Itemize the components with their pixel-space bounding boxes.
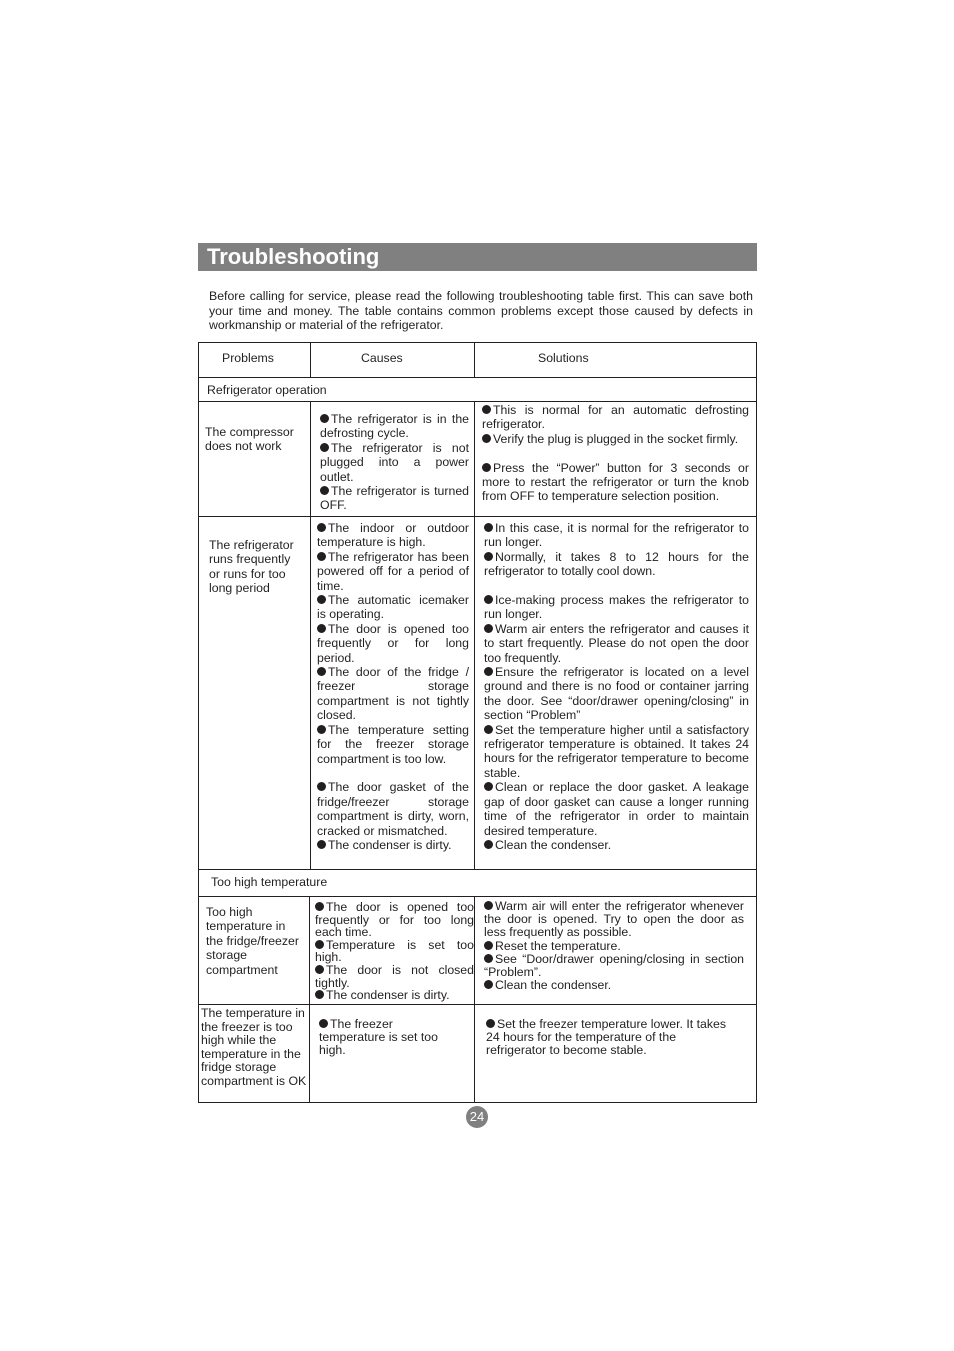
list-item: In this case, it is normal for the refrigerator to run longer. <box>484 521 749 550</box>
bullet-icon <box>317 523 326 532</box>
bullet-icon <box>484 840 493 849</box>
page-title: Troubleshooting <box>207 244 380 269</box>
bullet-icon <box>315 940 324 949</box>
list-item: The automatic icemaker is operating. <box>317 593 469 622</box>
table-border-left <box>198 342 199 1103</box>
row3-solutions <box>484 900 744 992</box>
row4-causes <box>319 1018 459 1057</box>
list-item: Clean the condenser. <box>484 979 744 992</box>
bullet-icon <box>317 782 326 791</box>
row1-causes <box>320 412 469 513</box>
bullet-icon <box>482 405 491 414</box>
list-item: Normally, it takes 8 to 12 hours for the refrigerator to totally cool down. <box>484 549 749 579</box>
list-item: The indoor or outdoor temperature is high. <box>317 521 469 550</box>
bullet-icon <box>317 624 326 633</box>
vrule-a-rows34 <box>309 896 310 1103</box>
rule-row-1 <box>198 516 757 517</box>
list-item: Reset the temperature. <box>484 940 744 953</box>
list-item: Clean or replace the door gasket. A leakage gap of door gasket can cause a longer running time of the refrigerator in order to maintain desired temperature. <box>484 780 749 838</box>
list-item: The condenser is dirty. <box>317 838 469 852</box>
row2-solutions <box>484 521 749 852</box>
list-item: Temperature is set too high. <box>315 937 474 965</box>
list-item: The refrigerator is turned OFF. <box>320 484 469 513</box>
bullet-icon <box>484 941 493 950</box>
bullet-icon <box>319 1019 328 1028</box>
list-item: The freezer temperature is set too high. <box>319 1017 438 1057</box>
row3-causes <box>315 901 474 1002</box>
row3-problem: Too high temperature in the fridge/freezer storage compartment <box>206 905 299 977</box>
list-item: Set the temperature higher until a satisfactory refrigerator temperature is obtained. It takes 24 hours for the refrigerator temperature to become stable. <box>484 722 749 780</box>
list-item: Set the freezer temperature lower. It takes 24 hours for the temperature of the refrigerator to become stable. <box>486 1017 726 1057</box>
list-item: Press the “Power” button for 3 seconds or more to restart the refrigerator or turn the knob from OFF to temperature selection position. <box>482 460 749 504</box>
list-item: Verify the plug is plugged in the socket firmly. <box>482 432 749 446</box>
rule-section-1 <box>198 401 757 402</box>
list-item: See “Door/drawer opening/closing in section “Problem”. <box>484 951 744 980</box>
vrule-b-header <box>474 342 475 378</box>
list-item: The door is opened too frequently or for long period. <box>317 621 469 665</box>
row2-causes <box>317 521 469 852</box>
bullet-icon <box>317 840 326 849</box>
bullet-icon <box>484 782 493 791</box>
header-solutions: Solutions <box>538 351 589 365</box>
bullet-icon <box>482 434 491 443</box>
bullet-icon <box>317 552 326 561</box>
list-item: The refrigerator is not plugged into a power outlet. <box>320 440 469 484</box>
bullet-icon <box>315 990 324 999</box>
row4-solutions <box>486 1018 726 1057</box>
row1-problem: The compressor does not work <box>205 425 294 454</box>
list-item: The door is not closed tightly. <box>315 962 474 990</box>
bullet-icon <box>482 463 491 472</box>
list-item: The door is opened too frequently or for too long each time. <box>315 900 474 940</box>
table-border-right <box>756 342 757 1103</box>
bullet-icon <box>484 595 493 604</box>
vrule-a-rows12 <box>310 401 311 870</box>
list-item: The refrigerator has been powered off for a period of time. <box>317 549 469 593</box>
troubleshooting-table <box>198 342 757 1103</box>
rule-header <box>198 377 757 378</box>
list-item: Ice-making process makes the refrigerator to run longer. <box>484 593 749 622</box>
rule-row-2 <box>198 869 757 870</box>
bullet-icon <box>315 965 324 974</box>
bullet-icon <box>484 552 493 561</box>
bullet-icon <box>484 725 493 734</box>
bullet-icon <box>317 725 326 734</box>
bullet-icon <box>315 902 324 911</box>
list-item: The condenser is dirty. <box>315 989 474 1002</box>
bullet-icon <box>484 954 493 963</box>
bullet-icon <box>484 980 493 989</box>
rule-section-2 <box>198 896 757 897</box>
bullet-icon <box>484 624 493 633</box>
bullet-icon <box>317 595 326 604</box>
bullet-icon <box>317 667 326 676</box>
row2-problem: The refrigerator runs frequently or runs for too long period <box>209 538 294 596</box>
list-item: The door gasket of the fridge/freezer storage compartment is dirty, worn, cracked or mismatched. <box>317 780 469 838</box>
list-item: Ensure the refrigerator is located on a level ground and there is no food or container jarring the door. See “door/drawer opening/closing” in section “Problem” <box>484 665 749 723</box>
bullet-icon <box>486 1019 495 1028</box>
table-border-top <box>198 342 757 343</box>
section-too-high-temperature: Too high temperature <box>211 875 328 889</box>
list-item: The refrigerator is in the defrosting cycle. <box>320 412 469 441</box>
intro-paragraph: Before calling for service, please read the following troubleshooting table first. This can save both your time and money. The table contains common problems except those caused by defects in workmanship or material of the refrigerator. <box>209 289 753 332</box>
bullet-icon <box>484 667 493 676</box>
vrule-b-rows34 <box>474 896 475 1103</box>
list-item: Clean the condenser. <box>484 838 749 852</box>
list-item: Warm air will enter the refrigerator whenever the door is opened. Try to open the door as less frequently as possible. <box>484 899 744 940</box>
list-item: This is normal for an automatic defrosting refrigerator. <box>482 403 749 432</box>
list-item: Warm air enters the refrigerator and causes it to start frequently. Please do not open the door too frequently. <box>484 621 749 665</box>
bullet-icon <box>320 486 329 495</box>
row4-problem: The temperature in the freezer is too high while the temperature in the fridge storage compartment is OK <box>201 1006 307 1088</box>
list-item: The door of the fridge / freezer storage compartment is not tightly closed. <box>317 665 469 723</box>
row1-solutions <box>482 403 749 504</box>
vrule-b-rows12 <box>474 401 475 870</box>
title-bar <box>198 243 757 271</box>
page-number-badge: 24 <box>466 1106 488 1128</box>
rule-row-3 <box>198 1004 757 1005</box>
section-refrigerator-operation: Refrigerator operation <box>207 383 327 397</box>
vrule-a-header <box>310 342 311 378</box>
bullet-icon <box>484 523 493 532</box>
header-causes: Causes <box>361 351 403 365</box>
list-item: The temperature setting for the freezer storage compartment is too low. <box>317 722 469 766</box>
bullet-icon <box>484 901 493 910</box>
bullet-icon <box>320 414 329 423</box>
bullet-icon <box>320 443 329 452</box>
header-problems: Problems <box>222 351 274 365</box>
table-border-bottom <box>198 1102 757 1103</box>
